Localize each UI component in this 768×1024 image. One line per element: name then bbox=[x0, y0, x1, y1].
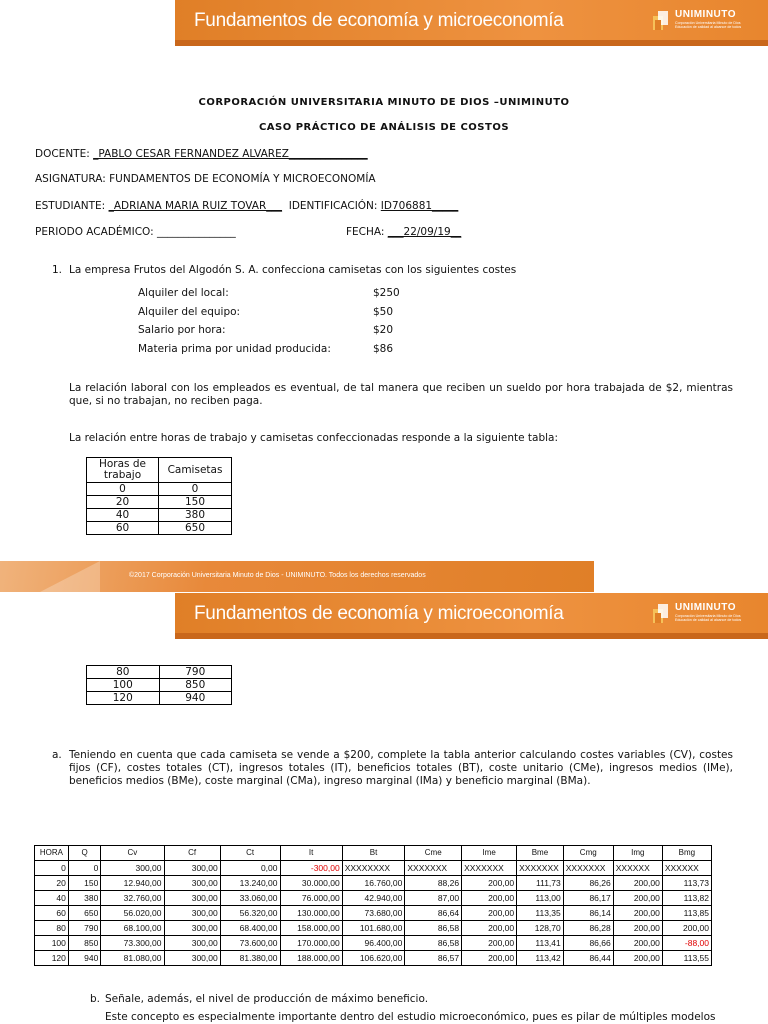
table-cell: 300,00 bbox=[164, 876, 220, 891]
table-cell: 76.000,00 bbox=[280, 891, 342, 906]
identificacion-value: ID706881_____ bbox=[380, 200, 459, 212]
fecha-value: ___22/09/19__ bbox=[387, 226, 462, 238]
table-cell: XXXXXX bbox=[662, 861, 711, 876]
table-cell: 158.000,00 bbox=[280, 921, 342, 936]
table-row bbox=[35, 906, 712, 921]
question-1-text: La empresa Frutos del Algodón S. A. confecciona camisetas con los siguientes costes bbox=[69, 264, 517, 276]
table-cell: 16.760,00 bbox=[342, 876, 405, 891]
table-cell: 300,00 bbox=[164, 906, 220, 921]
table-cell: 0 bbox=[68, 861, 100, 876]
table-row: 120 940 bbox=[87, 692, 232, 705]
cost-value: $250 bbox=[373, 287, 400, 299]
table-row bbox=[35, 921, 712, 936]
table-header-cell: Horas de trabajo bbox=[87, 458, 159, 483]
table-cell: 113,55 bbox=[662, 951, 711, 966]
table-header-cell: Cf bbox=[164, 846, 220, 861]
question-b-letter: b. bbox=[90, 993, 101, 1005]
table-cell: 20 bbox=[35, 876, 69, 891]
paragraph-table-intro: La relación entre horas de trabajo y camisetas confeccionadas responde a la siguiente tabla: bbox=[69, 432, 559, 444]
question-1-number: 1. bbox=[52, 264, 63, 276]
paragraph-labor-relation: La relación laboral con los empleados es eventual, de tal manera que reciben un sueldo por hora trabajada de $2, mientras que, si no trabajan, no reciben paga. bbox=[69, 382, 733, 407]
table-header-cell: It bbox=[280, 846, 342, 861]
uniminuto-logo bbox=[651, 601, 763, 631]
logo-name: UNIMINUTO bbox=[675, 9, 736, 20]
table-cell: 106.620,00 bbox=[342, 951, 405, 966]
cost-analysis-table bbox=[34, 845, 712, 966]
hours-table-continued bbox=[86, 665, 232, 705]
table-cell: 120 bbox=[35, 951, 69, 966]
table-cell: -300,00 bbox=[280, 861, 342, 876]
table-cell: 300,00 bbox=[164, 921, 220, 936]
question-a-letter: a. bbox=[52, 749, 62, 761]
table-cell: 12.940,00 bbox=[101, 876, 164, 891]
table-cell: 113,35 bbox=[517, 906, 564, 921]
table-cell: 300,00 bbox=[164, 891, 220, 906]
table-header-cell: Ct bbox=[220, 846, 280, 861]
table-header-cell: Img bbox=[613, 846, 662, 861]
table-cell: 73.680,00 bbox=[342, 906, 405, 921]
table-cell: 32.760,00 bbox=[101, 891, 164, 906]
table-header-cell: Cmg bbox=[563, 846, 613, 861]
table-cell: 100 bbox=[35, 936, 69, 951]
table-cell: 113,85 bbox=[662, 906, 711, 921]
table-cell: -88,00 bbox=[662, 936, 711, 951]
cost-label: Alquiler del equipo: bbox=[138, 306, 241, 318]
table-cell: 0 bbox=[35, 861, 69, 876]
table-cell: 200,00 bbox=[613, 891, 662, 906]
table-cell: 113,41 bbox=[517, 936, 564, 951]
table-cell: 300,00 bbox=[164, 936, 220, 951]
table-cell: 68.100,00 bbox=[101, 921, 164, 936]
table-cell: 56.020,00 bbox=[101, 906, 164, 921]
banner-title: Fundamentos de economía y microeconomía bbox=[194, 603, 564, 624]
table-row: 0 0 bbox=[87, 483, 232, 496]
table-cell: 86,28 bbox=[563, 921, 613, 936]
table-cell: 200,00 bbox=[462, 891, 517, 906]
docente-value: _PABLO CESAR FERNANDEZ ALVAREZ_______________ bbox=[93, 148, 368, 160]
table-cell: 86,58 bbox=[405, 921, 462, 936]
table-header-row bbox=[35, 846, 712, 861]
table-cell: 200,00 bbox=[613, 921, 662, 936]
table-header-row bbox=[87, 458, 232, 483]
logo-mark-icon bbox=[651, 601, 671, 627]
banner-stripe bbox=[175, 40, 768, 46]
table-cell: 13.240,00 bbox=[220, 876, 280, 891]
logo-mark-icon bbox=[651, 8, 671, 34]
table-cell: 200,00 bbox=[462, 921, 517, 936]
table-cell: 940 bbox=[68, 951, 100, 966]
table-header-cell: Ime bbox=[462, 846, 517, 861]
logo-name: UNIMINUTO bbox=[675, 602, 736, 613]
table-row bbox=[35, 891, 712, 906]
uniminuto-logo bbox=[651, 8, 763, 38]
table-header-cell: Cv bbox=[101, 846, 164, 861]
table-cell: 300,00 bbox=[164, 861, 220, 876]
table-cell: 790 bbox=[68, 921, 100, 936]
footer-copyright: ©2017 Corporación Universitaria Minuto de Dios - UNIMINUTO. Todos los derechos reservados bbox=[129, 572, 426, 579]
table-cell: 188.000,00 bbox=[280, 951, 342, 966]
table-cell: 200,00 bbox=[662, 921, 711, 936]
cost-value: $20 bbox=[373, 324, 394, 336]
table-row: 60 650 bbox=[87, 522, 232, 535]
table-cell: 87,00 bbox=[405, 891, 462, 906]
table-row bbox=[35, 861, 712, 876]
cost-label: Materia prima por unidad producida: bbox=[138, 343, 331, 355]
table-cell: 0,00 bbox=[220, 861, 280, 876]
table-header-cell: Q bbox=[68, 846, 100, 861]
table-header-cell: Bt bbox=[342, 846, 405, 861]
table-header-cell: Bme bbox=[517, 846, 564, 861]
question-b-continuation: Este concepto es especialmente importante dentro del estudio microeconómico, pues es pilar de múltiples modelos bbox=[105, 1011, 716, 1023]
docente-line: DOCENTE: _PABLO CESAR FERNANDEZ ALVAREZ_______________ bbox=[35, 148, 368, 160]
table-cell: 170.000,00 bbox=[280, 936, 342, 951]
table-cell: 111,73 bbox=[517, 876, 564, 891]
logo-subtitle: Corporación Universitaria Minuto de Dios Educación de calidad al alcance de todos bbox=[675, 21, 742, 30]
table-header-cell: Bmg bbox=[662, 846, 711, 861]
table-cell: 850 bbox=[68, 936, 100, 951]
periodo-line: PERIODO ACADÉMICO: _______________ bbox=[35, 226, 236, 238]
table-cell: 81.380,00 bbox=[220, 951, 280, 966]
table-header-cell: Camisetas bbox=[159, 458, 232, 483]
table-cell: 40 bbox=[35, 891, 69, 906]
banner-title: Fundamentos de economía y microeconomía bbox=[194, 10, 564, 31]
header-banner-page-2 bbox=[175, 593, 768, 639]
table-cell: 200,00 bbox=[462, 906, 517, 921]
estudiante-line: ESTUDIANTE: _ADRIANA MARIA RUIZ TOVAR___ IDENTIFICACIÓN: ID706881_____ bbox=[35, 200, 459, 212]
table-row: 80 790 bbox=[87, 666, 232, 679]
table-row bbox=[35, 951, 712, 966]
cost-label: Salario por hora: bbox=[138, 324, 226, 336]
estudiante-value: _ADRIANA MARIA RUIZ TOVAR___ bbox=[108, 200, 283, 212]
table-cell: XXXXXXX bbox=[405, 861, 462, 876]
table-cell: XXXXXXXX bbox=[342, 861, 405, 876]
cost-value: $86 bbox=[373, 343, 394, 355]
institution-title: CORPORACIÓN UNIVERSITARIA MINUTO DE DIOS –UNIMINUTO bbox=[198, 97, 570, 108]
table-cell: 86,58 bbox=[405, 936, 462, 951]
table-cell: 200,00 bbox=[462, 951, 517, 966]
table-cell: 200,00 bbox=[613, 951, 662, 966]
question-b-text: Señale, además, el nivel de producción de máximo beneficio. bbox=[105, 993, 429, 1005]
table-cell: XXXXXXX bbox=[462, 861, 517, 876]
table-cell: 200,00 bbox=[613, 906, 662, 921]
table-cell: 650 bbox=[68, 906, 100, 921]
table-cell: XXXXXXX bbox=[517, 861, 564, 876]
table-cell: 88,26 bbox=[405, 876, 462, 891]
table-header-cell: HORA bbox=[35, 846, 69, 861]
table-cell: 130.000,00 bbox=[280, 906, 342, 921]
table-row bbox=[35, 876, 712, 891]
table-cell: 86,44 bbox=[563, 951, 613, 966]
page-footer bbox=[0, 561, 594, 592]
table-cell: XXXXXX bbox=[613, 861, 662, 876]
table-row: 40 380 bbox=[87, 509, 232, 522]
question-a-text: Teniendo en cuenta que cada camiseta se vende a $200, complete la tabla anterior calculando costes variables (CV), costes fijos (CF), costes totales (CT), ingresos totales (IT), beneficios totales (BT), coste unitario (CMe), ingresos medios (IMe), beneficios medios (BMe), coste marginal (CMa), ingreso marginal (IMa) y beneficio marginal (BMa). bbox=[69, 749, 733, 787]
table-cell: 200,00 bbox=[462, 876, 517, 891]
cost-label: Alquiler del local: bbox=[138, 287, 229, 299]
fecha-line: FECHA: ___22/09/19__ bbox=[346, 226, 462, 238]
table-cell: 113,73 bbox=[662, 876, 711, 891]
cost-value: $50 bbox=[373, 306, 394, 318]
header-banner bbox=[175, 0, 768, 46]
table-cell: 96.400,00 bbox=[342, 936, 405, 951]
table-cell: 101.680,00 bbox=[342, 921, 405, 936]
table-cell: XXXXXXX bbox=[563, 861, 613, 876]
logo-subtitle: Corporación Universitaria Minuto de Dios Educación de calidad al alcance de todos bbox=[675, 614, 742, 623]
table-cell: 42.940,00 bbox=[342, 891, 405, 906]
table-cell: 81.080,00 bbox=[101, 951, 164, 966]
table-cell: 150 bbox=[68, 876, 100, 891]
table-cell: 300,00 bbox=[164, 951, 220, 966]
table-row: 100 850 bbox=[87, 679, 232, 692]
periodo-value: _______________ bbox=[157, 226, 236, 238]
table-cell: 86,17 bbox=[563, 891, 613, 906]
table-cell: 86,26 bbox=[563, 876, 613, 891]
table-cell: 200,00 bbox=[613, 936, 662, 951]
table-cell: 113,42 bbox=[517, 951, 564, 966]
table-cell: 200,00 bbox=[462, 936, 517, 951]
table-cell: 73.600,00 bbox=[220, 936, 280, 951]
table-cell: 60 bbox=[35, 906, 69, 921]
table-cell: 86,66 bbox=[563, 936, 613, 951]
asignatura-line: ASIGNATURA: FUNDAMENTOS DE ECONOMÍA Y MICROECONOMÍA bbox=[35, 173, 376, 185]
table-header-cell: Cme bbox=[405, 846, 462, 861]
document-title: CASO PRÁCTICO DE ANÁLISIS DE COSTOS bbox=[258, 122, 510, 133]
table-cell: 86,64 bbox=[405, 906, 462, 921]
table-cell: 80 bbox=[35, 921, 69, 936]
table-cell: 30.000,00 bbox=[280, 876, 342, 891]
table-cell: 68.400,00 bbox=[220, 921, 280, 936]
table-cell: 300,00 bbox=[101, 861, 164, 876]
table-row bbox=[35, 936, 712, 951]
table-cell: 113,00 bbox=[517, 891, 564, 906]
hours-table bbox=[86, 457, 232, 535]
table-cell: 33.060,00 bbox=[220, 891, 280, 906]
table-cell: 128,70 bbox=[517, 921, 564, 936]
table-cell: 86,14 bbox=[563, 906, 613, 921]
table-row: 20 150 bbox=[87, 496, 232, 509]
table-cell: 73.300,00 bbox=[101, 936, 164, 951]
table-cell: 56.320,00 bbox=[220, 906, 280, 921]
table-cell: 86,57 bbox=[405, 951, 462, 966]
table-cell: 113,82 bbox=[662, 891, 711, 906]
table-cell: 380 bbox=[68, 891, 100, 906]
banner-stripe bbox=[175, 633, 768, 639]
table-cell: 200,00 bbox=[613, 876, 662, 891]
